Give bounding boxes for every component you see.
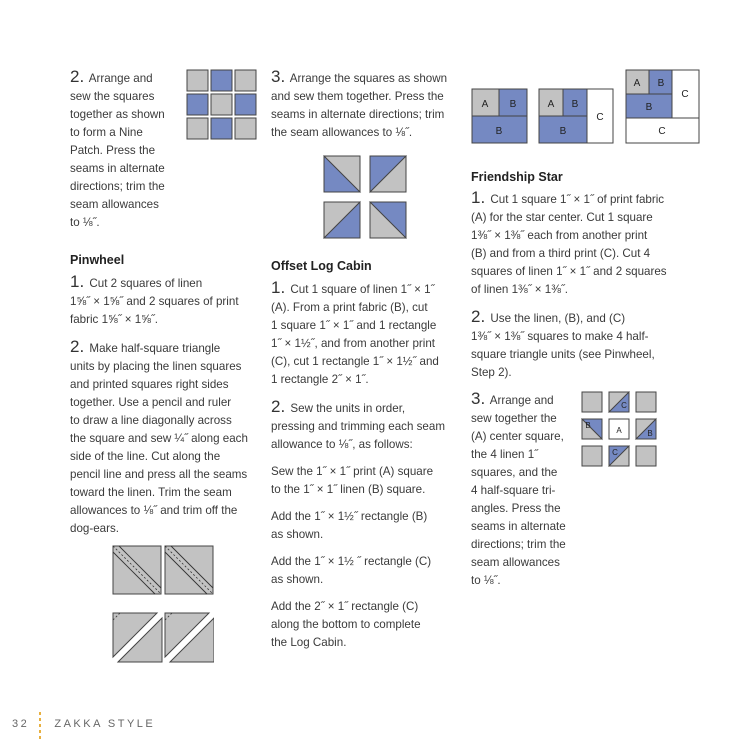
step-line: and printed squares right sides xyxy=(70,378,229,391)
label-a: A xyxy=(633,78,641,89)
step-line: square triangle units (see Pinwheel, xyxy=(471,348,655,361)
label-c: C xyxy=(596,112,604,123)
log-cabin-stage-3 xyxy=(625,69,700,144)
nine-patch-diagram xyxy=(186,69,258,141)
step-line: as shown. xyxy=(271,573,324,586)
label-b: B xyxy=(647,429,653,438)
step-line: toward the linen. Trim the seam xyxy=(70,486,232,499)
step-line: side of the line. Cut along the xyxy=(70,450,221,463)
nine-patch-step-3 xyxy=(271,68,461,142)
step-line: seams in alternate xyxy=(471,520,566,533)
step-line: 1 square 1˝ × 1˝ and 1 rectangle xyxy=(271,319,437,332)
nine-patch-step-2 xyxy=(70,68,185,232)
step-line: (A) center square, xyxy=(471,430,564,443)
label-b: B xyxy=(657,78,665,89)
step-line: along the bottom to complete xyxy=(271,618,421,631)
step-number: 2. xyxy=(471,307,486,326)
step-line: pressing and trimming each seam xyxy=(271,420,445,433)
step-line: directions; trim the xyxy=(70,180,165,193)
step-line: fabric 1⅝˝ × 1⅝˝. xyxy=(70,313,158,326)
step-line: seams in alternate xyxy=(70,162,165,175)
step-line: to form a Nine xyxy=(70,126,143,139)
friendship-star-step-3 xyxy=(471,390,581,590)
step-line: Sew the 1˝ × 1˝ print (A) square xyxy=(271,465,434,478)
step-line: to ⅛˝. xyxy=(471,574,501,587)
step-number: 2. xyxy=(70,337,85,356)
step-line: Cut 1 square 1˝ × 1˝ of print fabric xyxy=(490,193,665,206)
step-line: as shown. xyxy=(271,528,324,541)
step-line: of linen 1⅜˝ × 1⅜˝. xyxy=(471,283,568,296)
label-b: B xyxy=(645,102,653,113)
step-line: directions; trim the xyxy=(471,538,566,551)
step-line: the 4 linen 1˝ xyxy=(471,448,539,461)
pinwheel-block-diagram xyxy=(323,155,407,239)
step-number: 3. xyxy=(471,389,486,408)
step-line: Arrange the squares as shown xyxy=(289,72,448,85)
step-number: 2. xyxy=(271,397,286,416)
page-number: 32 xyxy=(12,718,30,730)
label-a: A xyxy=(547,99,555,110)
pinwheel-heading: Pinwheel xyxy=(70,253,125,267)
step-line: Patch. Press the xyxy=(70,144,156,157)
step-line: to ⅛˝. xyxy=(70,216,100,229)
step-line: squares, and the xyxy=(471,466,558,479)
step-line: 1⅜˝ × 1⅜˝ each from another print xyxy=(471,229,648,242)
friendship-star-steps xyxy=(471,189,686,382)
friendship-star-heading: Friendship Star xyxy=(471,170,563,184)
step-line: Step 2). xyxy=(471,366,512,379)
step-number: 1. xyxy=(271,278,286,297)
step-line: allowances to ⅛˝ and trim off the xyxy=(70,504,238,517)
step-line: Add the 1˝ × 1½ ˝ rectangle (C) xyxy=(271,555,432,568)
cut-triangles-diagram xyxy=(112,612,214,664)
step-line: 4 half-square tri- xyxy=(471,484,556,497)
label-b: B xyxy=(571,99,579,110)
step-line: Arrange and xyxy=(88,72,153,85)
footer xyxy=(12,718,155,730)
label-b: B xyxy=(585,421,591,430)
label-b: B xyxy=(509,99,517,110)
step-line: units by placing the linen squares xyxy=(70,360,242,373)
step-number: 3. xyxy=(271,67,286,86)
pinwheel-steps xyxy=(70,273,265,538)
step-line: Use the linen, (B), and (C) xyxy=(490,312,626,325)
label-a: A xyxy=(481,99,489,110)
step-line: seam allowances xyxy=(471,556,560,569)
step-line: seam allowances xyxy=(70,198,159,211)
step-line: (A) for the star center. Cut 1 square xyxy=(471,211,653,224)
step-line: Cut 1 square of linen 1˝ × 1˝ xyxy=(290,283,435,296)
log-cabin-stage-2 xyxy=(538,88,614,144)
stitched-squares-diagram xyxy=(112,545,214,597)
step-line: Add the 1˝ × 1½˝ rectangle (B) xyxy=(271,510,428,523)
label-b: B xyxy=(559,126,567,137)
step-line: together as shown xyxy=(70,108,165,121)
step-line: angles. Press the xyxy=(471,502,561,515)
step-line: 1˝ × 1½˝, and from another print xyxy=(271,337,436,350)
step-line: to the 1˝ × 1˝ linen (B) square. xyxy=(271,483,426,496)
step-line: the Log Cabin. xyxy=(271,636,347,649)
label-c: C xyxy=(658,126,666,137)
step-line: sew together the xyxy=(471,412,557,425)
step-line: (C), cut 1 rectangle 1˝ × 1½˝ and xyxy=(271,355,439,368)
step-line: pencil line and press all the seams xyxy=(70,468,248,481)
step-line: (B) and from a third print (C). Cut 4 xyxy=(471,247,651,260)
step-line: Cut 2 squares of linen xyxy=(89,277,203,290)
step-line: 1⅝˝ × 1⅝˝ and 2 squares of print xyxy=(70,295,239,308)
footer-divider xyxy=(39,712,41,742)
step-line: sew the squares xyxy=(70,90,155,103)
step-line: (A). From a print fabric (B), cut xyxy=(271,301,428,314)
label-c: C xyxy=(621,401,627,410)
step-line: the seam allowances to ⅛˝. xyxy=(271,126,413,139)
step-line: seams in alternate directions; trim xyxy=(271,108,445,121)
step-line: 1 rectangle 2˝ × 1˝. xyxy=(271,373,369,386)
step-number: 1. xyxy=(70,272,85,291)
step-line: and sew them together. Press the xyxy=(271,90,444,103)
step-line: the square and sew ¼˝ along each xyxy=(70,432,248,445)
step-line: allowance to ⅛˝, as follows: xyxy=(271,438,413,451)
label-c: C xyxy=(681,89,689,100)
step-line: dog-ears. xyxy=(70,522,119,535)
step-line: to draw a line diagonally across xyxy=(70,414,232,427)
step-line: Add the 2˝ × 1˝ rectangle (C) xyxy=(271,600,419,613)
label-b: B xyxy=(495,126,503,137)
step-number: 2. xyxy=(70,67,85,86)
label-a: A xyxy=(616,426,622,435)
step-line: Arrange and xyxy=(489,394,554,407)
step-line: Make half-square triangle xyxy=(89,342,221,355)
log-cabin-stage-1 xyxy=(471,88,529,144)
book-title: ZAKKA STYLE xyxy=(54,718,156,730)
log-cabin-steps xyxy=(271,279,461,652)
step-line: Sew the units in order, xyxy=(290,402,406,415)
step-number: 1. xyxy=(471,188,486,207)
step-line: together. Use a pencil and ruler xyxy=(70,396,232,409)
step-line: squares of linen 1˝ × 1˝ and 2 squares xyxy=(471,265,667,278)
friendship-star-diagram xyxy=(581,391,657,467)
label-c: C xyxy=(612,448,618,457)
log-cabin-heading: Offset Log Cabin xyxy=(271,259,372,273)
step-line: 1⅜˝ × 1⅜˝ squares to make 4 half- xyxy=(471,330,649,343)
